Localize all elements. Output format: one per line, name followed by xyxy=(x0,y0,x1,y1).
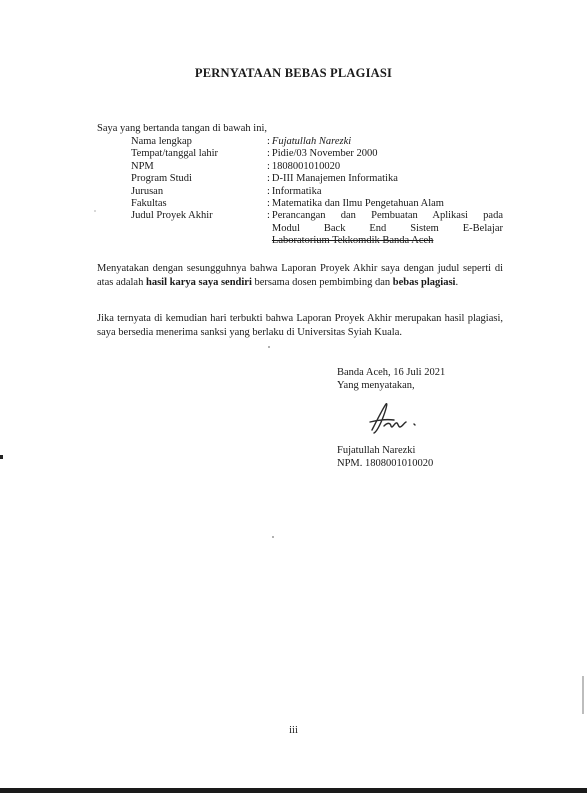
field-row-faculty: Fakultas : Matematika dan Ilmu Pengetahuan Alam xyxy=(131,198,503,210)
page-number: iii xyxy=(289,725,298,736)
field-row-npm: NPM : 1808001010020 xyxy=(131,161,503,173)
signature-image xyxy=(364,400,424,440)
identity-fields xyxy=(131,136,503,248)
emphasis-plagiarism-free: bebas plagiasi xyxy=(392,276,456,288)
scan-speck xyxy=(94,210,96,212)
declarant-label: Yang menyatakan, xyxy=(337,380,415,391)
field-value: D-III Manajemen Informatika xyxy=(271,173,398,185)
field-label: Jurusan xyxy=(131,185,164,197)
project-title-value xyxy=(272,210,503,247)
field-value: Matematika dan Ilmu Pengetahuan Alam xyxy=(271,198,444,210)
project-title-line: Laboratorium Tekkomdik Banda Aceh xyxy=(271,235,434,247)
intro-text: Saya yang bertanda tangan di bawah ini, xyxy=(97,123,267,134)
field-row-title: Judul Proyek Akhir : Perancangan dan Pembuatan Aplikasi pada Modul Back End Sistem E-Belajar Laboratorium Tekkomdik Banda Aceh xyxy=(131,210,503,247)
field-label: Judul Proyek Akhir xyxy=(131,210,213,222)
scan-speck xyxy=(268,346,270,348)
field-value: Pidie/03 November 2000 xyxy=(271,148,378,160)
field-label: NPM xyxy=(131,160,154,172)
emphasis-own-work: hasil karya saya sendiri xyxy=(145,276,252,288)
project-title-line: Modul Back End Sistem E-Belajar xyxy=(271,222,503,234)
field-value: Informatika xyxy=(271,185,322,197)
statement-paragraph: Menyatakan dengan sesungguhnya bahwa Laporan Proyek Akhir saya dengan judul seperti di atas adalah hasil karya saya sendiri bersama dosen pembimbing dan bebas plagiasi. xyxy=(97,263,503,288)
document-title: PERNYATAAN BEBAS PLAGIASI xyxy=(194,66,393,80)
field-row-birth: Tempat/tanggal lahir : Pidie/03 November 2000 xyxy=(131,148,503,160)
scan-edge-mark xyxy=(582,676,584,714)
field-label: Fakultas xyxy=(131,198,167,210)
signer-npm: NPM. 1808001010020 xyxy=(337,458,434,469)
field-value: 1808001010020 xyxy=(271,160,341,172)
field-value: Fujatullah Narezki xyxy=(271,136,352,147)
scan-speck xyxy=(272,536,274,538)
field-label: Program Studi xyxy=(131,173,192,185)
field-label: Tempat/tanggal lahir xyxy=(131,148,219,160)
field-label: Nama lengkap xyxy=(131,136,192,147)
signer-name: Fujatullah Narezki xyxy=(337,445,416,456)
field-row-department: Jurusan : Informatika xyxy=(131,186,503,198)
place-date: Banda Aceh, 16 Juli 2021 xyxy=(337,367,446,378)
field-row-name: Nama lengkap : Fujatullah Narezki xyxy=(131,136,503,148)
project-title-line: Perancangan dan Pembuatan Aplikasi pada xyxy=(271,210,503,222)
sanction-paragraph: Jika ternyata di kemudian hari terbukti bahwa Laporan Proyek Akhir merupakan hasil plagiasi, saya bersedia menerima sanksi yang berlaku di Universitas Syiah Kuala. xyxy=(97,313,503,338)
scan-edge-mark xyxy=(0,455,3,459)
field-row-program: Program Studi : D-III Manajemen Informatika xyxy=(131,173,503,185)
scan-bottom-edge xyxy=(0,788,587,793)
